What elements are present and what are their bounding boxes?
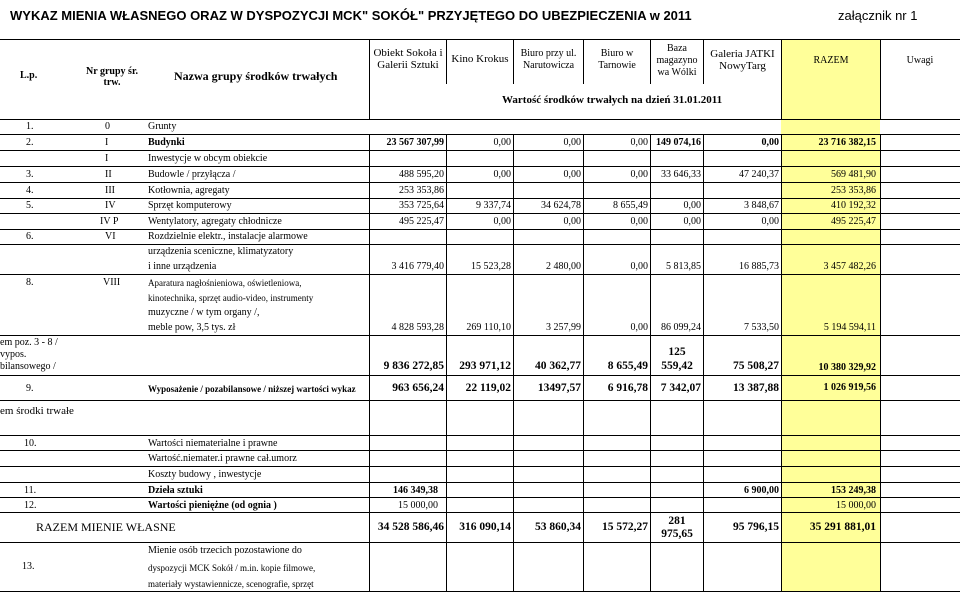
row-name: Wentylatory, agregaty chłodnicze xyxy=(148,216,282,227)
row-name: Sprzęt komputerowy xyxy=(148,200,232,211)
cell-jatki: 3 848,67 xyxy=(744,200,779,211)
row-border xyxy=(0,198,960,199)
cell-sokol: 3 416 779,40 xyxy=(391,261,444,272)
row-lp: 3. xyxy=(26,169,34,180)
row-border xyxy=(0,497,960,498)
row-name: meble pow, 3,5 tys. zł xyxy=(148,322,236,333)
header-group-nr: Nr grupy śr. trw. xyxy=(86,66,138,88)
row-name: i inne urządzenia xyxy=(148,261,217,272)
cell-narutowicza: 3 257,99 xyxy=(546,322,581,333)
cell-sokol: 23 567 307,99 xyxy=(386,137,444,148)
row-lp: 12. xyxy=(24,500,37,511)
cell-tarnowie: 0,00 xyxy=(630,261,648,272)
row-border xyxy=(0,375,960,376)
row-lp: 10. xyxy=(24,438,37,449)
row-border xyxy=(0,435,960,436)
cell-tarnowie: 0,00 xyxy=(630,216,648,227)
row-group-nr: IV xyxy=(105,200,116,211)
row-name: Koszty budowy , inwestycje xyxy=(148,469,262,480)
row-border xyxy=(0,482,960,483)
cell-jatki: 6 900,00 xyxy=(744,485,779,496)
row-border xyxy=(0,134,960,135)
row-name: Kotłownia, agregaty xyxy=(148,185,230,196)
cell-sokol: 963 656,24 xyxy=(392,382,444,394)
cell-krokus: 0,00 xyxy=(493,137,511,148)
row-border xyxy=(0,450,960,451)
cell-razem: 253 353,86 xyxy=(831,185,876,196)
cell-jatki: 0,00 xyxy=(761,137,779,148)
row-group-nr: I xyxy=(105,153,109,164)
cell-krokus: 293 971,12 xyxy=(459,360,511,372)
total-label: RAZEM MIENIE WŁASNE xyxy=(36,520,176,534)
cell-sokol: 9 836 272,85 xyxy=(383,360,444,372)
col-divider xyxy=(880,39,881,119)
cell-razem: 5 194 594,11 xyxy=(823,322,876,333)
row-name: Rozdzielnie elektr., instalacje alarmowe xyxy=(148,231,308,242)
row-name: Budynki xyxy=(148,137,185,148)
document-title: WYKAZ MIENIA WŁASNEGO ORAZ W DYSPOZYCJI MCK" SOKÓŁ" PRZYJĘTEGO DO UBEZPIECZENIA w 2011 xyxy=(10,8,692,23)
cell-narutowicza: 0,00 xyxy=(563,169,581,180)
row-name: urządzenia sceniczne, klimatyzatory xyxy=(148,246,294,257)
header-sokol: Obiekt Sokoła i Galerii Sztuki xyxy=(373,47,443,71)
cell-razem: 35 291 881,01 xyxy=(809,521,876,533)
subtotal-label: bilansowego / xyxy=(0,361,56,372)
row-border xyxy=(0,400,960,401)
row-name: Wyposażenie / pozabilansowe / niższej wartości wykaz xyxy=(148,384,356,394)
cell-wolki: 33 646,33 xyxy=(661,169,701,180)
row-lp: 13. xyxy=(22,561,35,572)
cell-narutowicza: 40 362,77 xyxy=(535,360,581,372)
row-name: Mienie osób trzecich pozostawione do xyxy=(148,545,302,556)
header-value-date: Wartość środków trwałych na dzień 31.01.2011 xyxy=(502,94,723,106)
cell-wolki: 5 813,85 xyxy=(666,261,701,272)
row-lp: 11. xyxy=(24,485,37,496)
section-label: em środki trwałe xyxy=(0,405,74,417)
cell-narutowicza: 53 860,34 xyxy=(535,521,581,533)
row-group-nr: IV P xyxy=(100,216,119,227)
cell-wolki: 149 074,16 xyxy=(656,137,701,148)
row-lp: 5. xyxy=(26,200,34,211)
cell-wolki: 7 342,07 xyxy=(660,382,701,394)
header-narutowicza: Biuro przy ul. Narutowicza xyxy=(520,48,577,71)
row-border xyxy=(0,542,960,543)
cell-tarnowie: 15 572,27 xyxy=(602,521,648,533)
cell-tarnowie: 0,00 xyxy=(630,322,648,333)
row-group-nr: III xyxy=(105,185,115,196)
cell-sokol: 146 349,38 xyxy=(393,485,438,496)
cell-wolki: 0,00 xyxy=(683,200,701,211)
cell-sokol: 488 595,20 xyxy=(399,169,444,180)
cell-wolki: 86 099,24 xyxy=(661,322,701,333)
cell-tarnowie: 0,00 xyxy=(630,137,648,148)
row-name: Budowle / przyłącza / xyxy=(148,169,236,180)
row-lp: 8. xyxy=(26,277,34,288)
header-tarnowie: Biuro w Tarnowie xyxy=(598,48,636,71)
cell-jatki: 75 508,27 xyxy=(733,360,779,372)
row-name: Wartość.niemater.i prawne cał.umorz xyxy=(148,453,297,464)
row-name: muzyczne / w tym organy /, xyxy=(148,307,260,318)
cell-jatki: 47 240,37 xyxy=(739,169,779,180)
row-group-nr: II xyxy=(105,169,112,180)
cell-narutowicza: 13497,57 xyxy=(537,382,581,394)
row-group-nr: I xyxy=(105,137,109,148)
col-divider xyxy=(880,134,881,592)
cell-krokus: 15 523,28 xyxy=(471,261,511,272)
header-razem: RAZEM xyxy=(813,55,849,66)
row-lp: 6. xyxy=(26,231,34,242)
row-name: materiały wystawiennicze, scenografie, sprzęt xyxy=(148,579,314,589)
cell-krokus: 0,00 xyxy=(493,169,511,180)
row-border xyxy=(0,229,960,230)
row-lp: 4. xyxy=(26,185,34,196)
row-border xyxy=(0,244,960,245)
cell-jatki: 95 796,15 xyxy=(733,521,779,533)
cell-jatki: 7 533,50 xyxy=(744,322,779,333)
row-border xyxy=(0,335,960,336)
cell-krokus: 22 119,02 xyxy=(465,382,511,394)
cell-sokol: 253 353,86 xyxy=(399,185,444,196)
row-lp: 2. xyxy=(26,137,34,148)
cell-sokol: 4 828 593,28 xyxy=(391,322,444,333)
cell-sokol: 353 725,64 xyxy=(399,200,444,211)
cell-tarnowie: 0,00 xyxy=(630,169,648,180)
row-name: Aparatura nagłośnieniowa, oświetleniowa, xyxy=(148,278,302,288)
attachment-label: załącznik nr 1 xyxy=(838,8,918,23)
cell-razem: 1 026 919,56 xyxy=(823,382,876,393)
cell-wolki: 975,65 xyxy=(661,528,693,540)
cell-sokol: 34 528 586,46 xyxy=(377,521,444,533)
row-border xyxy=(0,182,960,183)
row-group-nr: VI xyxy=(105,231,116,242)
row-name: dyspozycji MCK Sokół / m.in. kopie filmowe, xyxy=(148,563,316,573)
header-uwagi: Uwagi xyxy=(906,55,934,66)
cell-razem: 15 000,00 xyxy=(836,500,876,511)
row-lp: 9. xyxy=(26,383,34,394)
header-group-name: Nazwa grupy środków trwałych xyxy=(174,69,338,83)
row-name: Grunty xyxy=(148,121,177,132)
row-name: Wartości niematerialne i prawne xyxy=(148,438,278,449)
row-border xyxy=(0,274,960,275)
row-border xyxy=(0,213,960,214)
cell-wolki: 559,42 xyxy=(661,360,693,372)
cell-tarnowie: 6 916,78 xyxy=(607,382,648,394)
header-top-border xyxy=(0,39,960,40)
row-border xyxy=(0,466,960,467)
cell-wolki: 125 xyxy=(668,346,686,358)
cell-jatki: 13 387,88 xyxy=(733,382,779,394)
cell-wolki: 281 xyxy=(668,515,686,527)
subtotal-label: vypos. xyxy=(0,349,27,360)
cell-wolki: 0,00 xyxy=(683,216,701,227)
cell-krokus: 269 110,10 xyxy=(466,322,511,333)
cell-tarnowie: 8 655,49 xyxy=(613,200,648,211)
row-border xyxy=(0,150,960,151)
cell-sokol: 495 225,47 xyxy=(399,216,444,227)
cell-narutowicza: 2 480,00 xyxy=(546,261,581,272)
cell-tarnowie: 8 655,49 xyxy=(607,360,648,372)
row-name: kinotechnika, sprzęt audio-video, instrumenty xyxy=(148,293,314,303)
row-group-nr: VIII xyxy=(103,277,121,288)
cell-razem: 10 380 329,92 xyxy=(818,362,876,373)
cell-krokus: 316 090,14 xyxy=(459,521,511,533)
cell-narutowicza: 0,00 xyxy=(563,216,581,227)
cell-jatki: 16 885,73 xyxy=(739,261,779,272)
cell-narutowicza: 0,00 xyxy=(563,137,581,148)
row-name: Inwestycje w obcym obiekcie xyxy=(148,153,268,164)
subtotal-label: em poz. 3 - 8 / xyxy=(0,337,58,348)
header-bottom-border xyxy=(0,119,960,120)
cell-razem: 23 716 382,15 xyxy=(818,137,876,148)
cell-razem: 3 457 482,26 xyxy=(823,261,876,272)
cell-narutowicza: 34 624,78 xyxy=(541,200,581,211)
cell-krokus: 0,00 xyxy=(493,216,511,227)
cell-razem: 410 192,32 xyxy=(831,200,876,211)
header-jatki: Galeria JATKI NowyTarg xyxy=(710,48,775,72)
row-border xyxy=(0,166,960,167)
cell-krokus: 9 337,74 xyxy=(476,200,511,211)
row-border xyxy=(0,512,960,513)
cell-razem: 153 249,38 xyxy=(831,485,876,496)
cell-razem: 495 225,47 xyxy=(831,216,876,227)
cell-jatki: 0,00 xyxy=(761,216,779,227)
header-lp: L.p. xyxy=(20,70,38,81)
cell-sokol: 15 000,00 xyxy=(398,500,438,511)
row-name: Wartości pieniężne (od ognia ) xyxy=(148,500,277,511)
header-krokus: Kino Krokus xyxy=(451,53,509,65)
row-group-nr: 0 xyxy=(105,121,110,132)
header-wolki: Baza magazyno wa Wólki xyxy=(656,43,698,78)
row-lp: 1. xyxy=(26,121,34,132)
cell-razem: 569 481,90 xyxy=(831,169,876,180)
row-name: Dzieła sztuki xyxy=(148,485,203,496)
col-divider xyxy=(781,39,782,119)
